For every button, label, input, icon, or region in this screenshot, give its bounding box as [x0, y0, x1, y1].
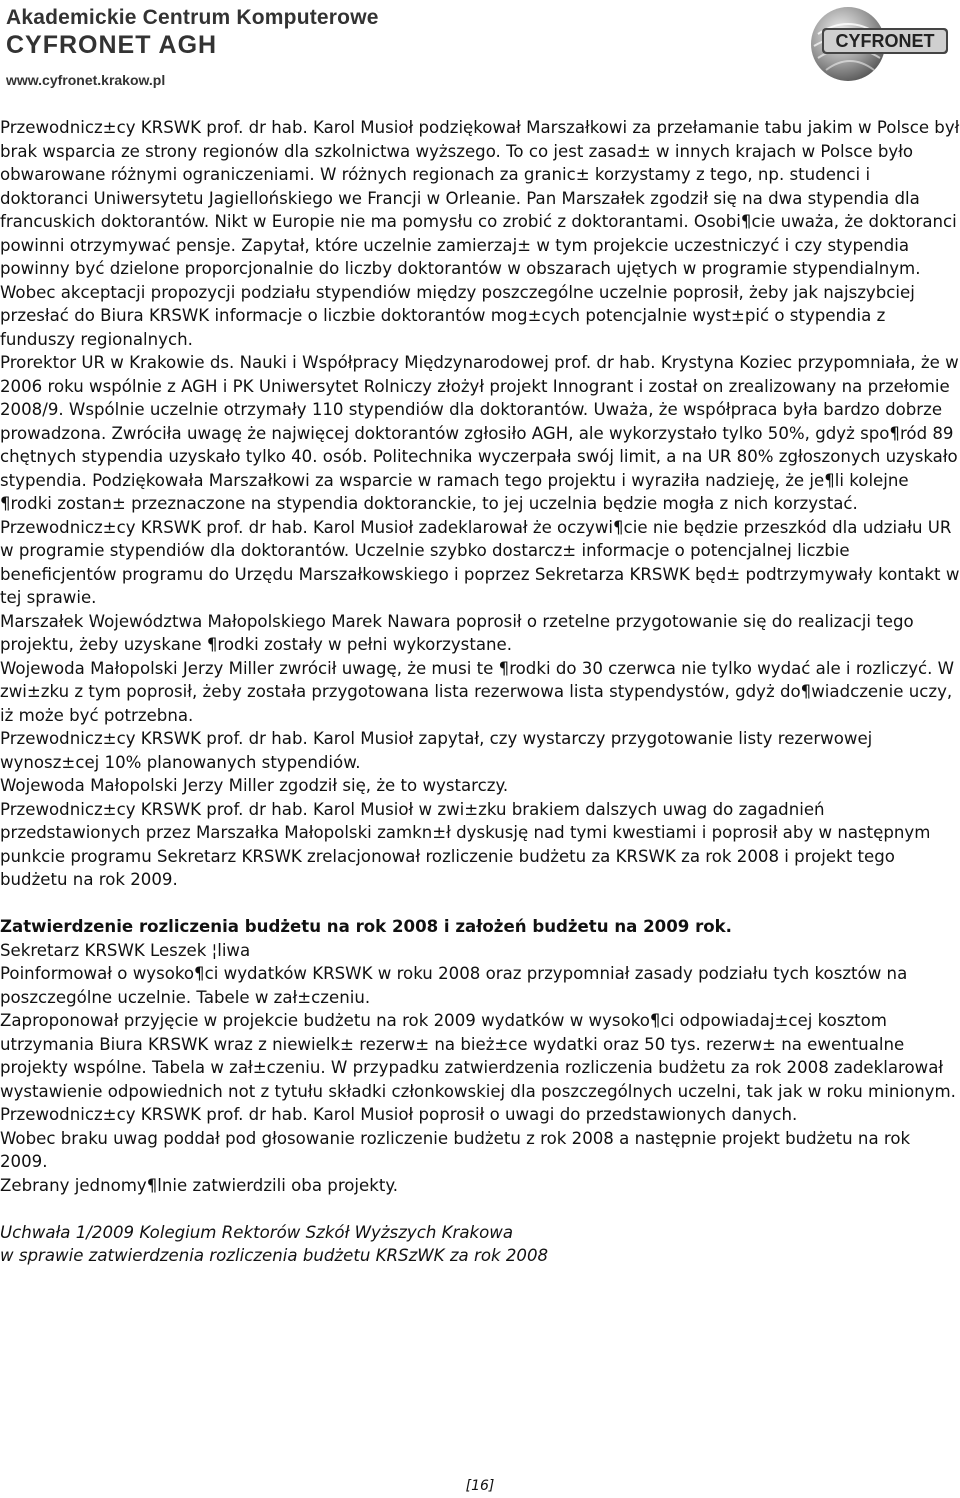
brand-line-2: CYFRONET AGH: [6, 31, 218, 59]
page-number: [16]: [465, 1478, 495, 1494]
logo-text: CYFRONET: [835, 31, 935, 51]
paragraph: Przewodnicz±cy KRSWK prof. dr hab. Karol Musioł w zwi±zku brakiem dalszych uwag do zagadnień przedstawionych przez Marszałka Małopolski zamkn±ł dyskusję nad tymi kwestiami i poprosił aby w następnym punkcie programu Sekretarz KRSWK zrelacjonował rozliczenie budżetu za KRSWK za rok 2008 i projekt tego budżetu na rok 2009.: [0, 799, 931, 889]
resolution-title: Uchwała 1/2009 Kolegium Rektorów Szkół Wyższych Krakowa: [0, 1222, 514, 1242]
paragraph: Przewodnicz±cy KRSWK prof. dr hab. Karol Musioł podziękował Marszałkowi za przełamanie tabu jakim w Polsce był brak wsparcia ze strony regionów dla szkolnictwa wyższego. To co jest zasad± w innych krajach w Polsce było obwarowane różnymi ograniczeniami. W różnych regionach za granic± korzystamy z tego, np. studenci i doktoranci Uniwersytetu Jagiellońskiego we Francji w Orleanie. Pan Marszałek zgodził się na dwa stypendia dla francuskich doktorantów. Nikt w Europie nie ma pomysłu co zrobić z doktorantami. Osobi¶cie uważa, że doktoranci powinni otrzymywać pensje. Zapytał, które uczelnie zamierzaj± w tym projekcie uczestniczyć i czy stypendia powinny być dzielone proporcjonalnie do liczby doktorantów w obszarach ujętych w programie stypendialnym.: [0, 118, 960, 278]
paragraph: Przewodnicz±cy KRSWK prof. dr hab. Karol Musioł zapytał, czy wystarczy przygotowanie listy rezerwowej wynosz±cej 10% planowanych stypendiów.: [0, 729, 873, 772]
brand-line-1: Akademickie Centrum Komputerowe: [6, 6, 379, 29]
paragraph: Zebrany jednomy¶lnie zatwierdzili oba projekty.: [0, 1175, 399, 1195]
resolution-subtitle: w sprawie zatwierdzenia rozliczenia budżetu KRSzWK za rok 2008: [0, 1246, 549, 1265]
spacer: [0, 1197, 960, 1221]
paragraph: Wojewoda Małopolski Jerzy Miller zwrócił uwagę, że musi te ¶rodki do 30 czerwca nie tylko wydać ale i rozliczyć. W zwi±zku z tym poprosił, żeby została przygotowana lista rezerwowa lista stypendystów, gdyż do¶wiadczenie uczy, iż może być potrzebna.: [0, 658, 955, 725]
paragraph: Przewodnicz±cy KRSWK prof. dr hab. Karol Musioł zadeklarował że oczywi¶cie nie będzie przeszkód dla udziału UR w programie stypendiów dla doktorantów. Uczelnie szybko dostarcz± informacje o potencjalnej liczbie beneficjentów programu do Urzędu Marszałkowskiego i poprzez Sekretarza KRSWK będ± podtrzymywały kontakt w tej sprawie.: [0, 517, 960, 607]
page-header: [0, 0, 960, 100]
paragraph: Zaproponował przyjęcie w projekcie budżetu na rok 2009 wydatków w wysoko¶ci odpowiadaj±cej kosztom utrzymania Biura KRSWK wraz z niewielk± rezerw± na bież±ce wydatki oraz 50 tys. rezerw± na ewentualne projekty wspólne. Tabela w zał±czeniu. W przypadku zatwierdzenia rozliczenia budżetu za rok 2008 zadeklarował wystawienie odpowiednich not z tytułu składki członkowskiej dla poszczególnych uczelni, tak jak w roku minionym.: [0, 1011, 956, 1101]
paragraph: Wobec braku uwag poddał pod głosowanie rozliczenie budżetu z rok 2008 a następnie projekt budżetu na rok 2009.: [0, 1128, 911, 1171]
brand-url: www.cyfronet.krakow.pl: [6, 72, 166, 88]
paragraph: Sekretarz KRSWK Leszek ¦liwa: [0, 940, 251, 960]
paragraph: Wojewoda Małopolski Jerzy Miller zgodził się, że to wystarczy.: [0, 776, 509, 795]
cyfronet-logo-icon: [800, 4, 952, 86]
paragraph: Poinformował o wysoko¶ci wydatków KRSWK w roku 2008 oraz przypomniał zasady podziału tych kosztów na poszczególne uczelnie. Tabele w zał±czeniu.: [0, 964, 908, 1007]
spacer: [0, 892, 960, 916]
brand-block: [6, 6, 379, 90]
document-body: [0, 116, 960, 1268]
paragraph: Prorektor UR w Krakowie ds. Nauki i Współpracy Międzynarodowej prof. dr hab. Krystyna Koziec przypomniała, że w 2006 roku wspólnie z AGH i PK Uniwersytet Rolniczy złożył projekt Innogrant i został on zrealizowany na przełomie 2008/9. Wspólnie uczelnie otrzymały 110 stypendiów dla doktorantów. Uważa, że współpraca była bardzo dobrze prowadzona. Zwróciła uwagę że najwięcej doktorantów zgłosiło AGH, ale wykorzystało tylko 50%, gdyż spo¶ród 89 chętnych stypendia uzyskało tylko 40. osób. Politechnika wyczerpała swój limit, a na UR 80% zgłoszonych uzyskało stypendia. Podziękowała Marszałkowi za wsparcie w ramach tego projektu i wyraziła nadzieję, że je¶li kolejne ¶rodki zostan± przeznaczone na stypendia doktoranckie, to jej uczelnia będzie mogła z nich korzystać.: [0, 353, 959, 513]
paragraph: Wobec akceptacji propozycji podziału stypendiów między poszczególne uczelnie poprosił, żeby jak najszybciej przesłać do Biura KRSWK informacje o liczbie doktorantów mog±cych potencjalnie wyst±pić o stypendia z funduszy regionalnych.: [0, 282, 915, 349]
paragraph: Przewodnicz±cy KRSWK prof. dr hab. Karol Musioł poprosił o uwagi do przedstawionych danych.: [0, 1105, 798, 1124]
paragraph: Marszałek Województwa Małopolskiego Marek Nawara poprosił o rzetelne przygotowanie się do realizacji tego projektu, żeby uzyskane ¶rodki zostały w pełni wykorzystane.: [0, 611, 914, 654]
section-heading: Zatwierdzenie rozliczenia budżetu na rok 2008 i założeń budżetu na 2009 rok.: [0, 917, 732, 936]
